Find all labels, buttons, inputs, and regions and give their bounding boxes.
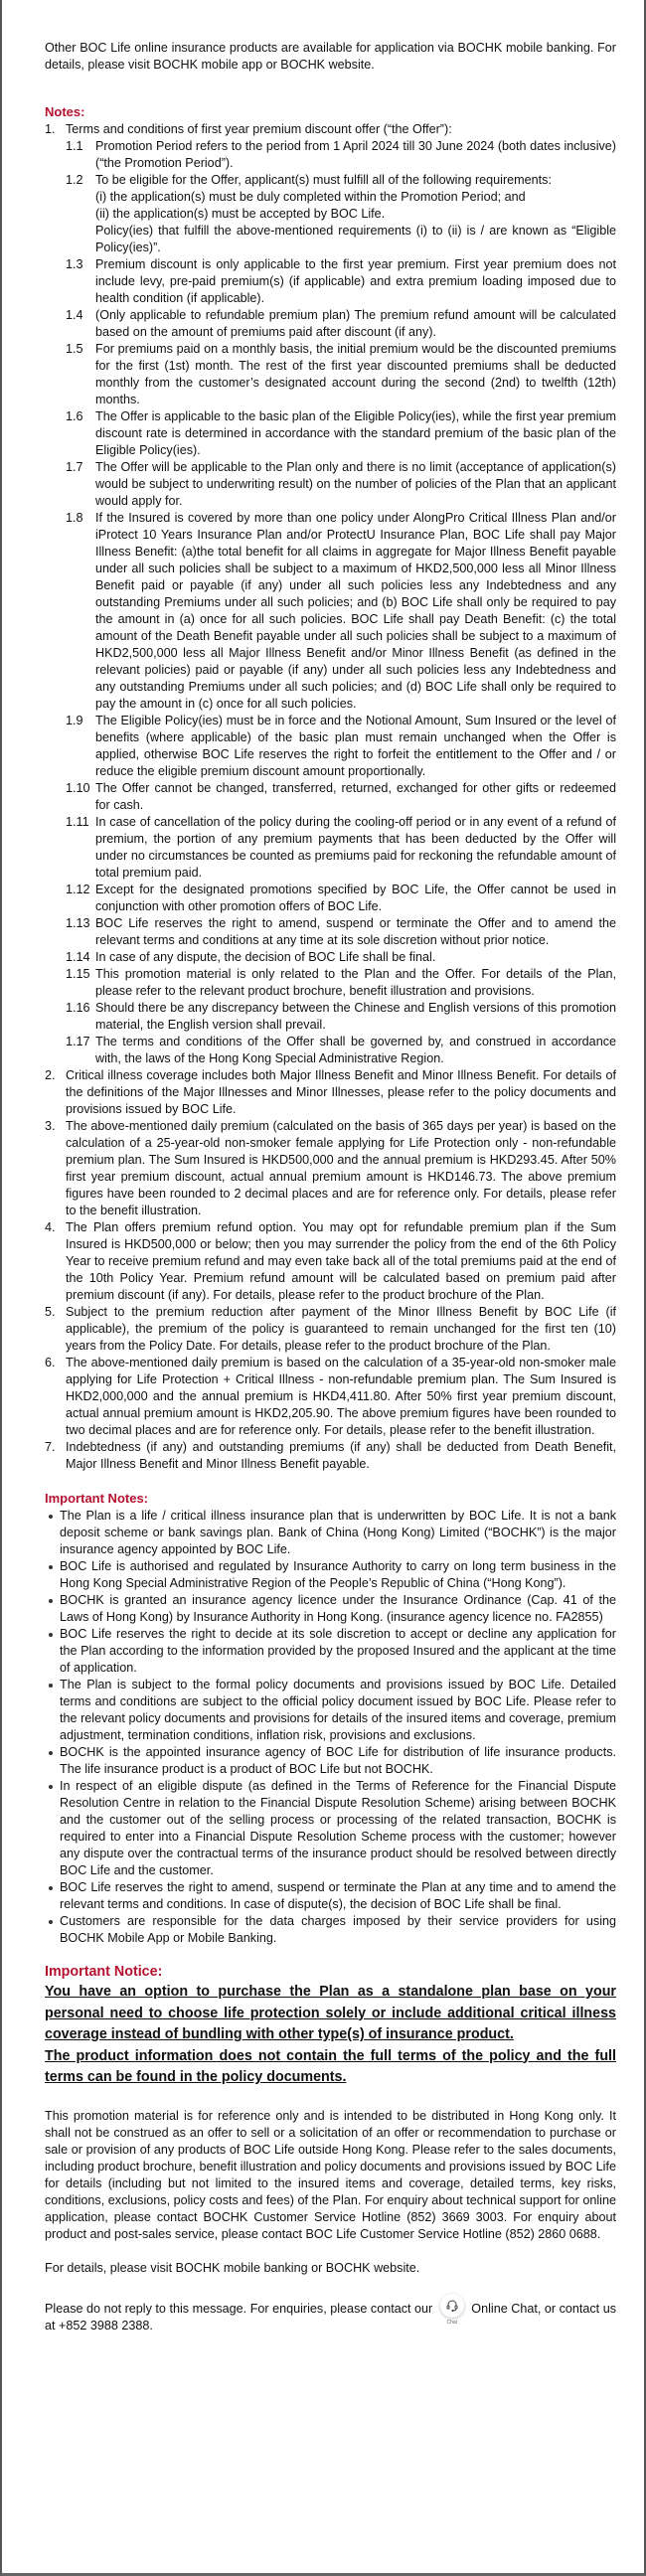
sub-note-item (66, 307, 616, 341)
sub-note-item (66, 713, 616, 780)
online-chat-button[interactable] (440, 2294, 464, 2326)
sub-note-number: 1.17 (66, 1035, 90, 1048)
sub-note-number: 1.1 (66, 139, 83, 153)
standalone-plan-notice: You have an option to purchase the Plan as a standalone plan base on your personal need to choose life protection solely or include additional critical illness coverage instead of bundling with other type(s) of insurance product. (45, 1984, 616, 2042)
important-note-item: The Plan is subject to the formal policy documents and provisions issued by BOC Life. Detailed terms and conditions are subject to the official policy document issued by BOC Life. Please refer to the relevant policy documents and provisions for details of the insured items and coverage, premium adjustment, termination conditions, inflation risk, provisions and exclusions. (45, 1677, 616, 1744)
important-note-item: BOC Life is authorised and regulated by Insurance Authority to carry on long term business in the Hong Kong Special Administrative Region of the People’s Republic of China (“Hong Kong”). (45, 1558, 616, 1592)
sub-note-text: The terms and conditions of the Offer shall be governed by, and construed in accordance with, the laws of the Hong Kong Special Administrative Region. (95, 1035, 616, 1065)
sub-note-number: 1.2 (66, 173, 83, 187)
sub-note-item (66, 138, 616, 172)
sub-note-text: Premium discount is only applicable to the first year premium. First year premium does not include levy, pre-paid premium(s) (if applicable) and extra premium loading imposed due to health condition (if applicable). (95, 257, 616, 305)
details-paragraph: For details, please visit BOCHK mobile banking or BOCHK website. (45, 2260, 420, 2275)
note-item (45, 1118, 616, 1219)
contact-text-after: Online Chat, or contact us at +852 3988 2388. (45, 2301, 617, 2333)
important-notes-list (45, 1508, 616, 1947)
sub-note-text: This promotion material is only related to the Plan and the Offer. For details of the Plan, please refer to the relevant product brochure, benefit illustration and provisions. (95, 967, 616, 998)
sub-note-text: If the Insured is covered by more than one policy under AlongPro Critical Illness Plan and/or iProtect 10 Years Insurance Plan and/or ProtectU Insurance Plan, BOC Life shall pay Major Illness Benefit: (a)the total benefit for all claims in aggregate for Major Illness Benefit payable under all such policies shall be subject to a maximum of HKD2,500,000 less all Minor Illness Benefit paid or payable (if any) under all such policies less any Indebtedness and any outstanding Premiums under all such policies; and (b) BOC Life shall only be required to pay the amount in (a) once for all such policies. BOC Life shall pay Death Benefit: (c) the total amount of the Death Benefit payable under all such policies shall be subject to a maximum of HKD2,500,000 less all Major Illness Benefit and/or Minor Illness Benefit (as defined in the relevant policies) paid or payable (if any) under all such policies less any Indebtedness and any outstanding Premiums under all such policies; and (d) BOC Life shall only be required to pay the amount in (c) once for all such policies. (95, 511, 616, 711)
sub-note-item (66, 949, 616, 966)
note-number: 2. (45, 1068, 56, 1082)
sub-note-text: In case of cancellation of the policy during the cooling-off period or in any event of a refund of premium, the portion of any premium payments that has been deducted by the Offer will under no circumstances be counted as premiums paid for reckoning the refundable amount of total premium paid. (95, 815, 616, 880)
note-item (45, 1219, 616, 1304)
headset-icon (440, 2294, 464, 2318)
sub-note-text: The Eligible Policy(ies) must be in force and the Notional Amount, Sum Insured or the level of benefits (where applicable) of the basic plan must remain unchanged when the Offer is applied, otherwise BOC Life reserves the right to forfeit the entitlement to the Offer and / or reduce the eligible premium discount amount proportionally. (95, 714, 616, 778)
note-text: Critical illness coverage includes both Major Illness Benefit and Minor Illness Benefit. For details of the definitions of the Major Illnesses and Minor Illnesses, please refer to the policy documents and provisions issued by BOC Life. (66, 1068, 616, 1116)
important-note-item: BOC Life reserves the right to decide at its sole discretion to accept or decline any application for the Plan according to the information provided by the proposed Insured and the applicant at the time of application. (45, 1626, 616, 1677)
requirement-ii: (ii) the application(s) must be accepted by BOC Life. (95, 207, 386, 221)
important-note-item: BOCHK is the appointed insurance agency of BOC Life for distribution of life insurance products. The life insurance product is a product of BOC Life but not BOCHK. (45, 1744, 616, 1778)
full-terms-notice: The product information does not contain the full terms of the policy and the full terms can be found in the policy documents. (45, 2047, 616, 2085)
important-notice-heading: Important Notice: (45, 1964, 163, 1980)
notes-heading: Notes: (45, 104, 85, 119)
note-text: The above-mentioned daily premium is based on the calculation of a 35-year-old non-smoker male applying for Life Protection + Critical Illness - non-refundable premium plan. The Sum Insured is HKD2,000,000 and the annual premium is HKD4,411.80. After 50% first year premium discount, actual annual premium amount is HKD2,205.90. The above premium figures have been rounded to two decimal places and are for reference only. For details, please refer to the benefit illustration. (66, 1356, 616, 1437)
eligible-policy-definition: Policy(ies) that fulfill the above-mentioned requirements (i) to (ii) is / are known as “Eligible Policy(ies)”. (95, 224, 616, 254)
note-number: 6. (45, 1356, 56, 1369)
intro-paragraph: Other BOC Life online insurance products are available for application via BOCHK mobile banking. For details, please visit BOCHK mobile app or BOCHK website. (45, 41, 616, 72)
sub-note-number: 1.10 (66, 781, 90, 795)
note-item (45, 1439, 616, 1473)
note-item (45, 121, 616, 1067)
sub-note-number: 1.8 (66, 511, 83, 525)
note-number: 7. (45, 1440, 56, 1454)
important-note-item: BOCHK is granted an insurance agency licence under the Insurance Ordinance (Cap. 41 of the Laws of Hong Kong) by Insurance Authority in Hong Kong. (insurance agency licence no. FA2855) (45, 1592, 616, 1626)
sub-note-item (66, 882, 616, 915)
sub-note-number: 1.16 (66, 1001, 90, 1015)
sub-note-item (66, 256, 616, 307)
sub-note-number: 1.6 (66, 409, 83, 423)
sub-note-text: BOC Life reserves the right to amend, suspend or terminate the Offer and to amend the relevant terms and conditions at any time at its sole discretion without prior notice. (95, 916, 616, 947)
offer-terms-list (66, 138, 616, 1067)
sub-note-number: 1.15 (66, 967, 90, 981)
sub-note-number: 1.3 (66, 257, 83, 271)
sub-note-text: The Offer is applicable to the basic plan of the Eligible Policy(ies), while the first year premium discount rate is determined in accordance with the standard premium of the basic plan of the Eligible Policy(ies). (95, 409, 616, 457)
sub-note-number: 1.13 (66, 916, 90, 930)
sub-note-item (66, 408, 616, 459)
requirement-i: (i) the application(s) must be duly completed within the Promotion Period; and (95, 190, 526, 204)
sub-note-text: Should there be any discrepancy between the Chinese and English versions of this promotion material, the English version shall prevail. (95, 1001, 616, 1032)
note-text: The above-mentioned daily premium (calculated on the basis of 365 days per year) is based on the calculation of a 25-year-old non-smoker female applying for Life Protection only - non-refundable premium plan. The Sum Insured is HKD500,000 and the annual premium is HKD293.45. After 50% first year premium discount, actual annual premium amount is HKD146.73. The above premium figures have been rounded to 2 decimal places and are for reference only. For details, please refer to the benefit illustration. (66, 1119, 616, 1217)
sub-note-number: 1.5 (66, 342, 83, 356)
sub-note-number: 1.14 (66, 950, 90, 964)
sub-note-text: (Only applicable to refundable premium plan) The premium refund amount will be calculated based on the amount of premiums paid after discount (if any). (95, 308, 616, 339)
sub-note-number: 1.11 (66, 815, 89, 829)
notes-section (45, 103, 616, 1473)
sub-note-item (66, 510, 616, 713)
sub-note-item (66, 915, 616, 949)
message-body (2, 0, 644, 2394)
important-note-item: Customers are responsible for the data charges imposed by their service providers for using BOCHK Mobile App or Mobile Banking. (45, 1913, 616, 1947)
note-text: Subject to the premium reduction after payment of the Minor Illness Benefit by BOC Life (if applicable), the premium of the policy is guaranteed to remain unchanged for the first ten (10) years from the Policy Date. For details, please refer to the product brochure of the Plan. (66, 1305, 616, 1353)
sub-note-item (66, 172, 616, 256)
sub-note-number: 1.9 (66, 714, 83, 727)
important-note-item: The Plan is a life / critical illness insurance plan that is underwritten by BOC Life. It is not a bank deposit scheme or bank savings plan. Bank of China (Hong Kong) Limited (“BOCHK”) is the major insurance agency appointed by BOC Life. (45, 1508, 616, 1558)
sub-note-number: 1.12 (66, 883, 90, 896)
note-text: Terms and conditions of first year premium discount offer (“the Offer”): (66, 122, 452, 136)
note-number: 3. (45, 1119, 56, 1133)
sub-note-item (66, 780, 616, 814)
note-text: The Plan offers premium refund option. You may opt for refundable premium plan if the Sum Insured is HKD500,000 or below; then you may surrender the policy from the end of the 6th Policy Year to receive premium refund and may even take back all of the total premiums paid at the end of the 10th Policy Year. Premium refund amount will be calculated based on premium paid after premium discount (if any). For details, please refer to the product brochure of the Plan. (66, 1220, 616, 1302)
sub-note-text: Promotion Period refers to the period from 1 April 2024 till 30 June 2024 (both dates inclusive) (“the Promotion Period”). (95, 139, 616, 170)
sub-note-item (66, 1034, 616, 1067)
contact-text-before: Please do not reply to this message. For enquiries, please contact our (45, 2301, 433, 2316)
note-item (45, 1067, 616, 1118)
sub-note-number: 1.7 (66, 460, 83, 474)
sub-note-item (66, 966, 616, 1000)
sub-note-number: 1.4 (66, 308, 83, 322)
important-note-item: In respect of an eligible dispute (as defined in the Terms of Reference for the Financial Dispute Resolution Centre in relation to the Financial Dispute Resolution Scheme) arising between BOCHK and the customer out of the selling process or processing of the related transaction, BOCHK is required to enter into a Financial Dispute Resolution Scheme process with the customer; however any dispute over the contractual terms of the insurance product should be resolved between directly BOC Life and the customer. (45, 1778, 616, 1879)
sub-note-item (66, 1000, 616, 1034)
important-notes-heading: Important Notes: (45, 1491, 148, 1506)
sub-note-text: Except for the designated promotions specified by BOC Life, the Offer cannot be used in conjunction with other promotion offers of BOC Life. (95, 883, 616, 913)
important-notes-section (45, 1490, 616, 1947)
note-item (45, 1355, 616, 1439)
contact-paragraph (45, 2294, 616, 2334)
sub-note-item (66, 459, 616, 510)
important-notice-section (45, 1964, 616, 2089)
important-note-item: BOC Life reserves the right to amend, suspend or terminate the Plan at any time and to amend the relevant terms and conditions. In case of dispute(s), the decision of BOC Life shall be final. (45, 1879, 616, 1913)
note-item (45, 1304, 616, 1355)
sub-note-text: In case of any dispute, the decision of BOC Life shall be final. (95, 950, 436, 964)
sub-note-item (66, 341, 616, 408)
sub-note-item (66, 814, 616, 882)
note-number: 4. (45, 1220, 56, 1234)
note-text: Indebtedness (if any) and outstanding premiums (if any) shall be deducted from Death Benefit, Major Illness Benefit and Minor Illness Benefit payable. (66, 1440, 616, 1471)
sub-note-text: The Offer will be applicable to the Plan only and there is no limit (acceptance of application(s) would be subject to underwriting result) on the number of policies of the Plan that an applicant would apply for. (95, 460, 616, 508)
note-number: 1. (45, 122, 56, 136)
sub-note-text: For premiums paid on a monthly basis, the initial premium would be the discounted premiums for the first (1st) month. The rest of the first year discounted premiums shall be deducted monthly from the customer’s designated account during the second (2nd) to twelfth (12th) months. (95, 342, 616, 406)
note-number: 5. (45, 1305, 56, 1319)
notes-list (45, 121, 616, 1473)
sub-note-text: To be eligible for the Offer, applicant(s) must fulfill all of the following requirements: (95, 173, 552, 187)
disclaimer-paragraph: This promotion material is for reference only and is intended to be distributed in Hong Kong only. It shall not be construed as an offer to sell or a solicitation of an offer or recommendation to purchase or sale or provision of any products of BOC Life outside Hong Kong. Please refer to the sales documents, including product brochure, benefit illustration and policy documents and provisions issued by BOC Life for details (including but not limited to the insured items and coverage, detailed terms, key risks, conditions, exclusions, policy costs and fees) of the Plan. For enquiry about technical support for online application, please contact BOCHK Customer Service Hotline (852) 3669 3003. For enquiry about product and post-sales service, please contact BOC Life Customer Service Hotline (852) 2860 0688. (45, 2108, 616, 2241)
chat-label: Chat (446, 2319, 458, 2326)
sub-note-text: The Offer cannot be changed, transferred, returned, exchanged for other gifts or redeemed for cash. (95, 781, 616, 812)
